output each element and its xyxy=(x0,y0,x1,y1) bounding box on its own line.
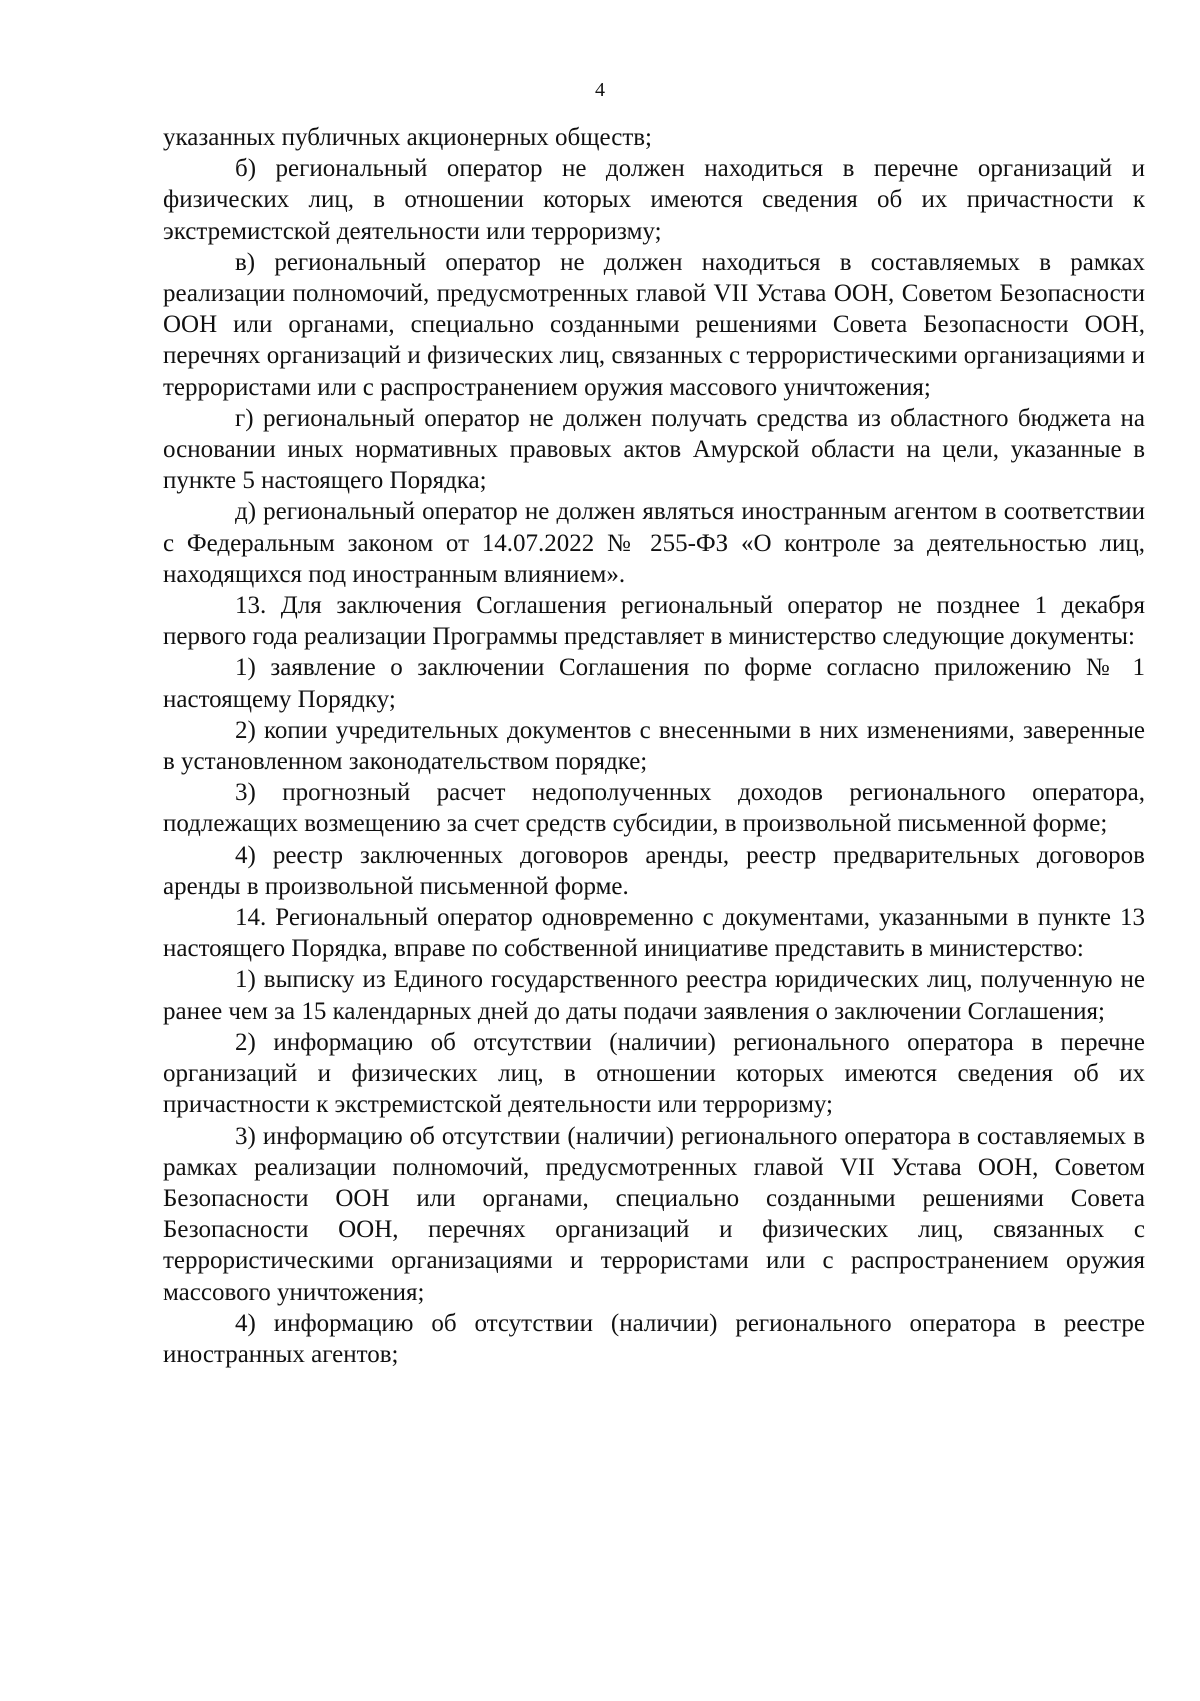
page-number: 4 xyxy=(595,79,605,101)
paragraph: 2) информацию об отсутствии (наличии) регионального оператора в перечне организаций и физических лиц, в отношении которых имеются сведения об их причастности к экстремистской деятельности или терроризму; xyxy=(163,1028,1145,1119)
paragraph: д) региональный оператор не должен являться иностранным агентом в соответствии с Федеральным законом от 14.07.2022 № 255-ФЗ «О контроле за деятельностью лиц, находящихся под иностранным влиянием». xyxy=(163,498,1145,588)
paragraph: 14. Региональный оператор одновременно с документами, указанными в пункте 13 настоящего Порядка, вправе по собственной инициативе представить в министерство: xyxy=(163,904,1145,963)
paragraph: 1) заявление о заключении Соглашения по форме согласно приложению № 1 настоящему Порядку; xyxy=(163,654,1145,713)
paragraph: 13. Для заключения Соглашения региональный оператор не позднее 1 декабря первого года реализации Программы представляет в министерство следующие документы: xyxy=(163,592,1145,651)
paragraph: 1) выписку из Единого государственного реестра юридических лиц, полученную не ранее чем за 15 календарных дней до даты подачи заявления о заключении Соглашения; xyxy=(163,966,1145,1025)
paragraph: 3) информацию об отсутствии (наличии) регионального оператора в составляемых в рамках реализации полномочий, предусмотренных главой VII Устава ООН, Советом Безопасности ООН или органами, специально созданными решениями Совета Безопасности ООН, перечнях организаций и физических лиц, связанных с террористическими организациями и террористами или с распространением оружия массового уничтожения; xyxy=(163,1122,1145,1306)
paragraph: б) региональный оператор не должен находиться в перечне организаций и физических лиц, в отношении которых имеются сведения об их причастности к экстремистской деятельности или терроризму; xyxy=(163,155,1145,245)
paragraph: 4) реестр заключенных договоров аренды, реестр предварительных договоров аренды в произвольной письменной форме. xyxy=(163,841,1145,900)
paragraph: г) региональный оператор не должен получать средства из областного бюджета на основании иных нормативных правовых актов Амурской области на цели, указанные в пункте 5 настоящего Порядка; xyxy=(163,404,1145,495)
paragraph: 3) прогнозный расчет недополученных доходов регионального оператора, подлежащих возмещению за счет средств субсидии, в произвольной письменной форме; xyxy=(163,779,1145,838)
paragraph: 4) информацию об отсутствии (наличии) регионального оператора в реестре иностранных агентов; xyxy=(163,1309,1145,1368)
paragraph: указанных публичных акционерных обществ; xyxy=(163,124,653,151)
paragraph: в) региональный оператор не должен находиться в составляемых в рамках реализации полномочий, предусмотренных главой VII Устава ООН, Советом Безопасности ООН или органами, специально созданными решениями Совета Безопасности ООН, перечнях организаций и физических лиц, связанных с террористическими организациями и террористами или с распространением оружия массового уничтожения; xyxy=(163,248,1145,401)
document-body xyxy=(163,122,1145,1370)
paragraph: 2) копии учредительных документов с внесенными в них изменениями, заверенные в установленном законодательством порядке; xyxy=(163,716,1145,776)
